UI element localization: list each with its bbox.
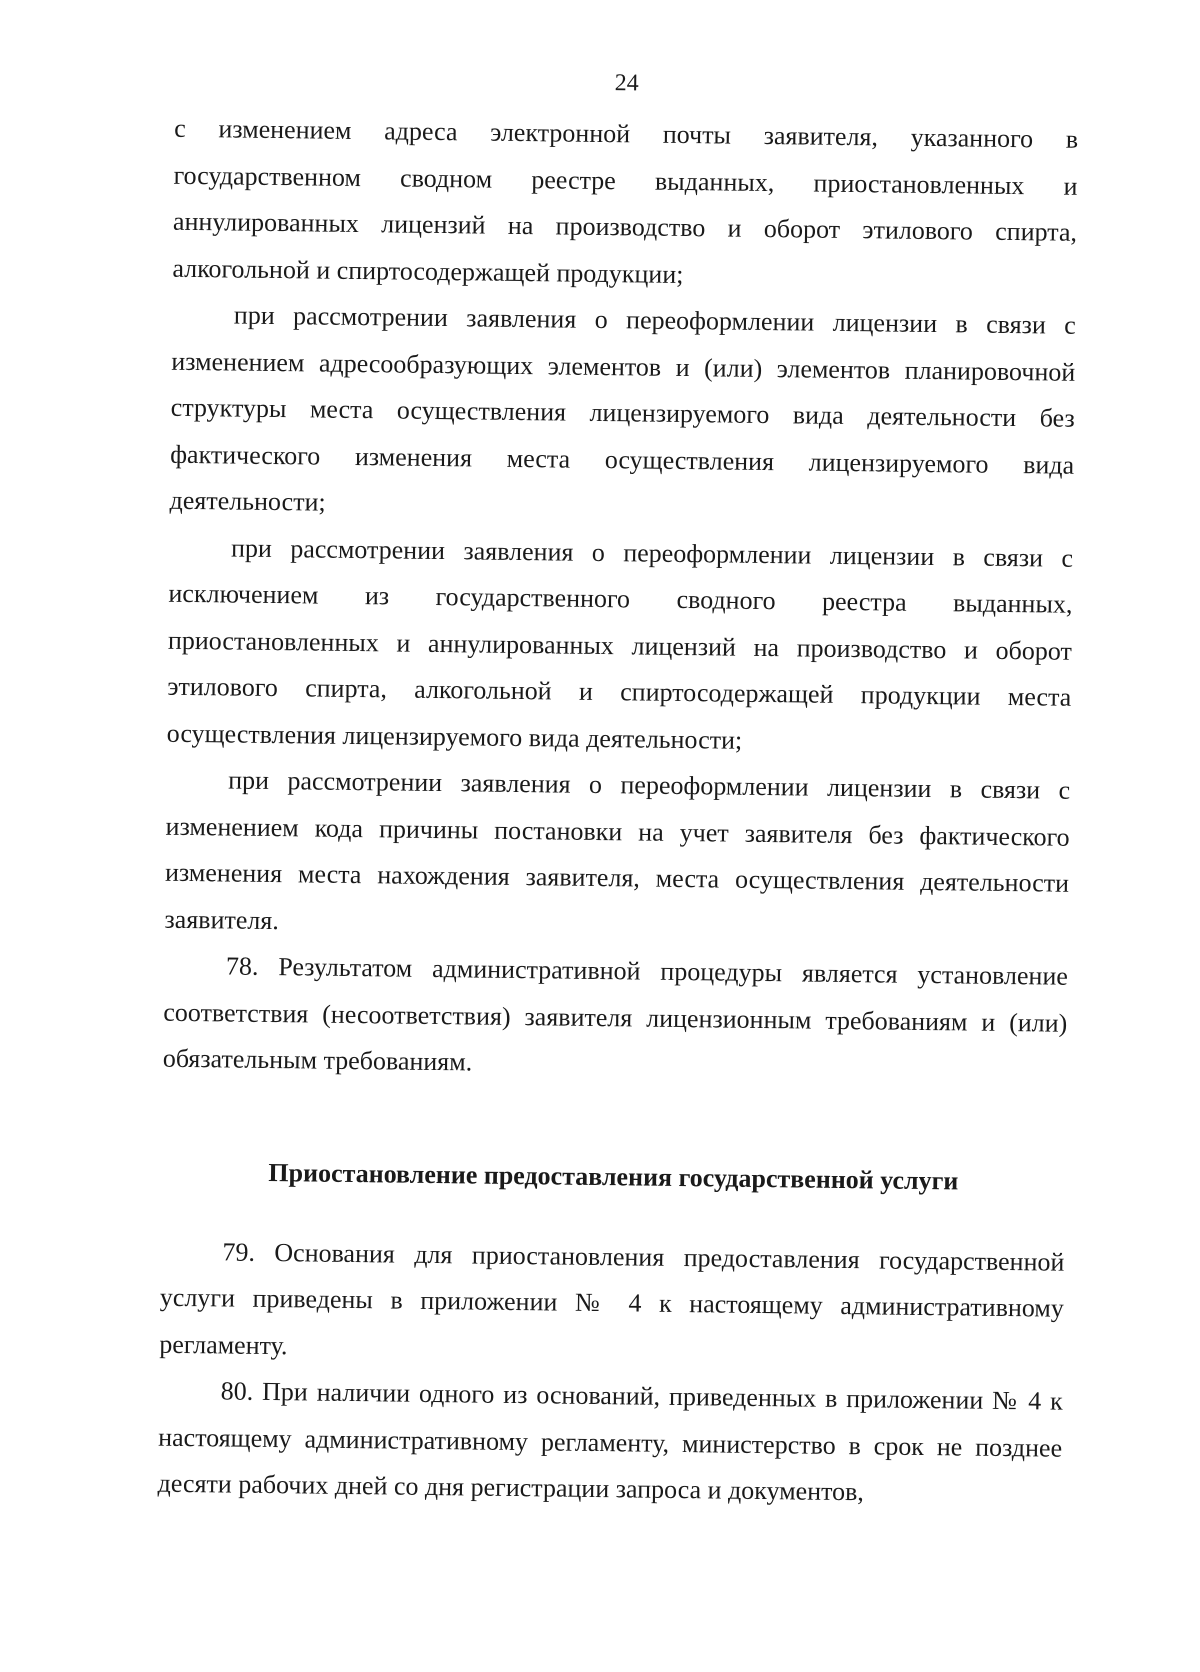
paragraph-email-change: с изменением адреса электронной почты заявителя, указанного в государственном сводном реестре выданных, приостановленных и аннулированных лицензий на производство и оборот этилового спирта, алкогольной и спиртосодержащей продукции; xyxy=(172,113,1079,289)
paragraph-kpp-change: при рассмотрении заявления о переоформлении лицензии в связи с изменением кода причины постановки на учет заявителя без фактического изменения места нахождения заявителя, места осуществления деятельности заявителя. xyxy=(164,765,1071,935)
page-number: 24 xyxy=(614,70,639,97)
paragraph-78-result: 78. Результатом административной процедуры является установление соответствия (несоответствия) заявителя лицензионным требованиям и (или) обязательным требованиям. xyxy=(162,951,1069,1077)
paragraph-address-elements: при рассмотрении заявления о переоформлении лицензии в связи с изменением адресообразующих элементов и (или) элементов планировочной структуры места осуществления лицензируемого вида деятельности без фактического изменения места осуществления лицензируемого вида деятельности; xyxy=(169,300,1077,517)
paragraph-registry-exclusion: при рассмотрении заявления о переоформлении лицензии в связи с исключением из государственного сводного реестра выданных, приостановленных и аннулированных лицензий на производство и оборот этилового спирта, алкогольной и спиртосодержащей продукции места осуществления лицензируемого вида деятельности; xyxy=(166,532,1074,755)
paragraph-80-procedure: 80. При наличии одного из оснований, приведенных в приложении № 4 к настоящему административному регламенту, министерство в срок не позднее десяти рабочих дней со дня регистрации запроса и документов, xyxy=(157,1376,1063,1507)
paragraph-79-grounds: 79. Основания для приостановления предоставления государственной услуги приведены в приложении № 4 к настоящему административному регламенту. xyxy=(159,1236,1065,1360)
section-title: Приостановление предоставления государственной услуги xyxy=(268,1157,959,1195)
